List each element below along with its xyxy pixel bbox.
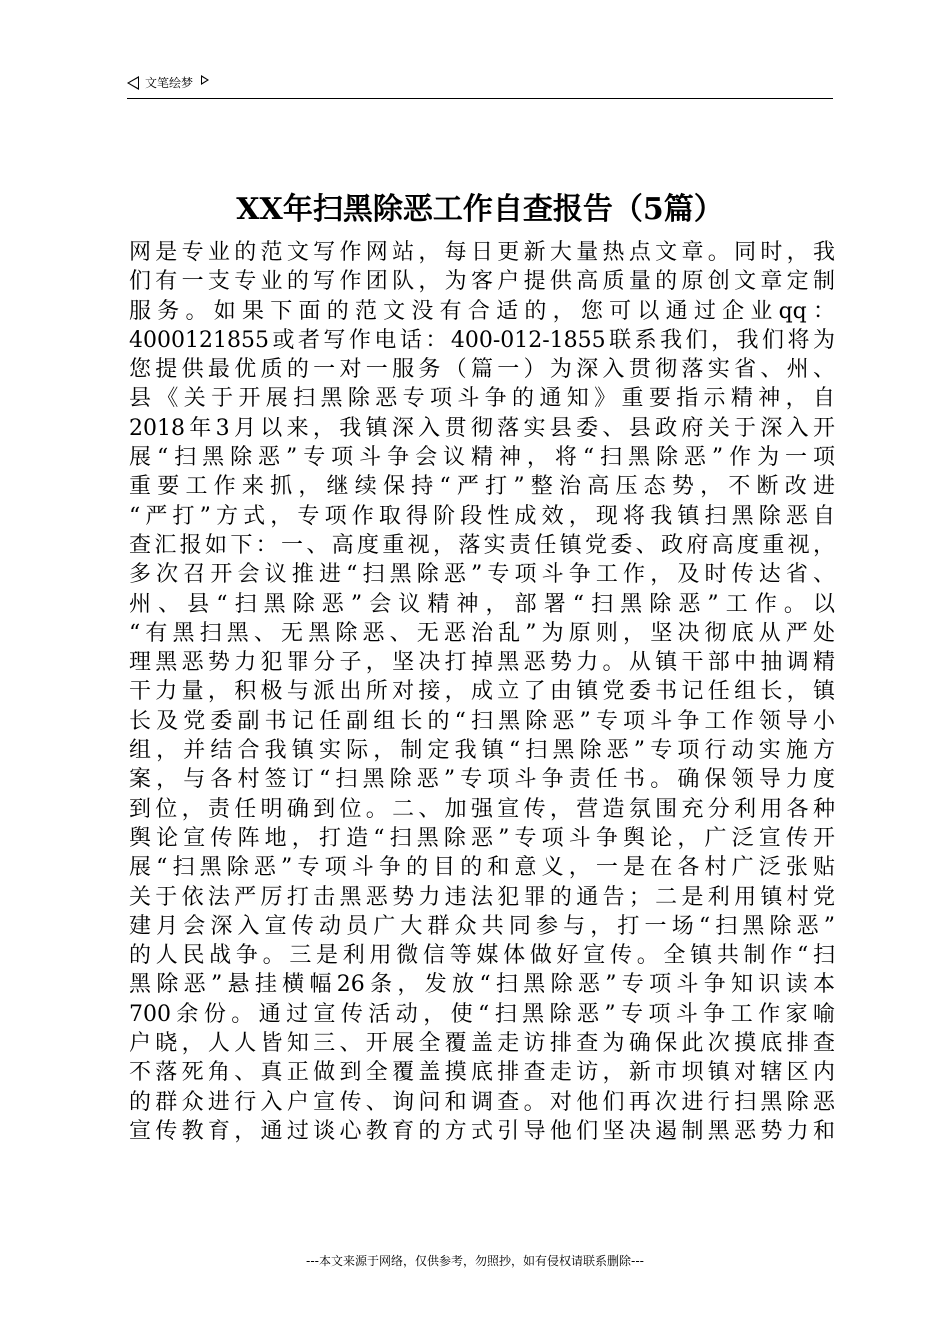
body-line: “严打”方式，专项作取得阶段性成效，现将我镇扫黑除恶自 — [129, 503, 835, 529]
body-line: 到位，责任明确到位。二、加强宣传，营造氛围充分利用各种 — [129, 796, 835, 822]
body-line: 700余份。通过宣传活动，使“扫黑除恶”专项斗争工作家喻 — [129, 1001, 835, 1027]
header-brand: 文笔绘梦 — [145, 76, 194, 90]
body-line: 舆论宣传阵地，打造“扫黑除恶”专项斗争舆论，广泛宣传开 — [129, 825, 835, 851]
body-line: 多次召开会议推进“扫黑除恶”专项斗争工作，及时传达省、 — [129, 562, 835, 588]
document-title: XX年扫黑除恶工作自查报告（5篇） — [236, 192, 724, 227]
body-line: 县《关于开展扫黑除恶专项斗争的通知》重要指示精神，自 — [129, 386, 835, 412]
body-line: 4000121855或者写作电话：400-012-1855联系我们，我们将为 — [129, 327, 835, 353]
body-line: 不落死角、真正做到全覆盖摸底排查走访，新市坝镇对辖区内 — [129, 1060, 835, 1086]
document-body — [129, 238, 835, 1146]
body-line: 建月会深入宣传动员广大群众共同参与，打一场“扫黑除恶” — [129, 913, 835, 939]
body-line: 您提供最优质的一对一服务（篇一）为深入贯彻落实省、州、 — [129, 357, 835, 383]
body-line: 网是专业的范文写作网站，每日更新大量热点文章。同时，我 — [129, 240, 835, 265]
body-line: 组，并结合我镇实际，制定我镇“扫黑除恶”专项行动实施方 — [129, 738, 835, 764]
page-footer: ---本文来源于网络，仅供参考，勿照抄，如有侵权请联系删除--- — [306, 1254, 644, 1268]
body-line: 的群众进行入户宣传、询问和调查。对他们再次进行扫黑除恶 — [129, 1089, 835, 1115]
body-line: 们有一支专业的写作团队，为客户提供高质量的原创文章定制 — [129, 269, 835, 295]
body-line: 长及党委副书记任副组长的“扫黑除恶”专项斗争工作领导小 — [129, 708, 835, 734]
body-line: 展“扫黑除恶”专项斗争会议精神，将“扫黑除恶”作为一项 — [129, 445, 835, 471]
body-line: 重要工作来抓，继续保持“严打”整治高压态势，不断改进 — [129, 474, 835, 500]
body-line: 2018年3月以来，我镇深入贯彻落实县委、县政府关于深入开 — [129, 415, 835, 441]
body-line: 的人民战争。三是利用微信等媒体做好宣传。全镇共制作“扫 — [129, 943, 835, 969]
triangle-right-icon — [201, 75, 209, 85]
body-line: 宣传教育，通过谈心教育的方式引导他们坚决遏制黑恶势力和 — [129, 1118, 835, 1144]
header-brand-group — [127, 76, 209, 90]
body-line: 案，与各村签订“扫黑除恶”专项斗争责任书。确保领导力度 — [129, 767, 835, 793]
body-line: 查汇报如下：一、高度重视，落实责任镇党委、政府高度重视， — [129, 532, 835, 558]
body-line: 州、县“扫黑除恶”会议精神，部署“扫黑除恶”工作。以 — [129, 591, 835, 617]
body-line: 展“扫黑除恶”专项斗争的目的和意义，一是在各村广泛张贴 — [129, 855, 835, 881]
body-line: 黑除恶”悬挂横幅26条，发放“扫黑除恶”专项斗争知识读本 — [129, 972, 835, 998]
body-line: 户晓，人人皆知三、开展全覆盖走访排查为确保此次摸底排查 — [129, 1031, 835, 1057]
body-line: 理黑恶势力犯罪分子，坚决打掉黑恶势力。从镇干部中抽调精 — [129, 650, 835, 676]
body-line: 服务。如果下面的范文没有合适的，您可以通过企业qq： — [129, 298, 835, 324]
triangle-left-icon — [127, 76, 139, 90]
page-header — [127, 70, 833, 99]
body-line: “有黑扫黑、无黑除恶、无恶治乱”为原则，坚决彻底从严处 — [129, 620, 835, 646]
body-line: 干力量，积极与派出所对接，成立了由镇党委书记任组长，镇 — [129, 679, 835, 705]
body-line: 关于依法严厉打击黑恶势力违法犯罪的通告；二是利用镇村党 — [129, 884, 835, 910]
